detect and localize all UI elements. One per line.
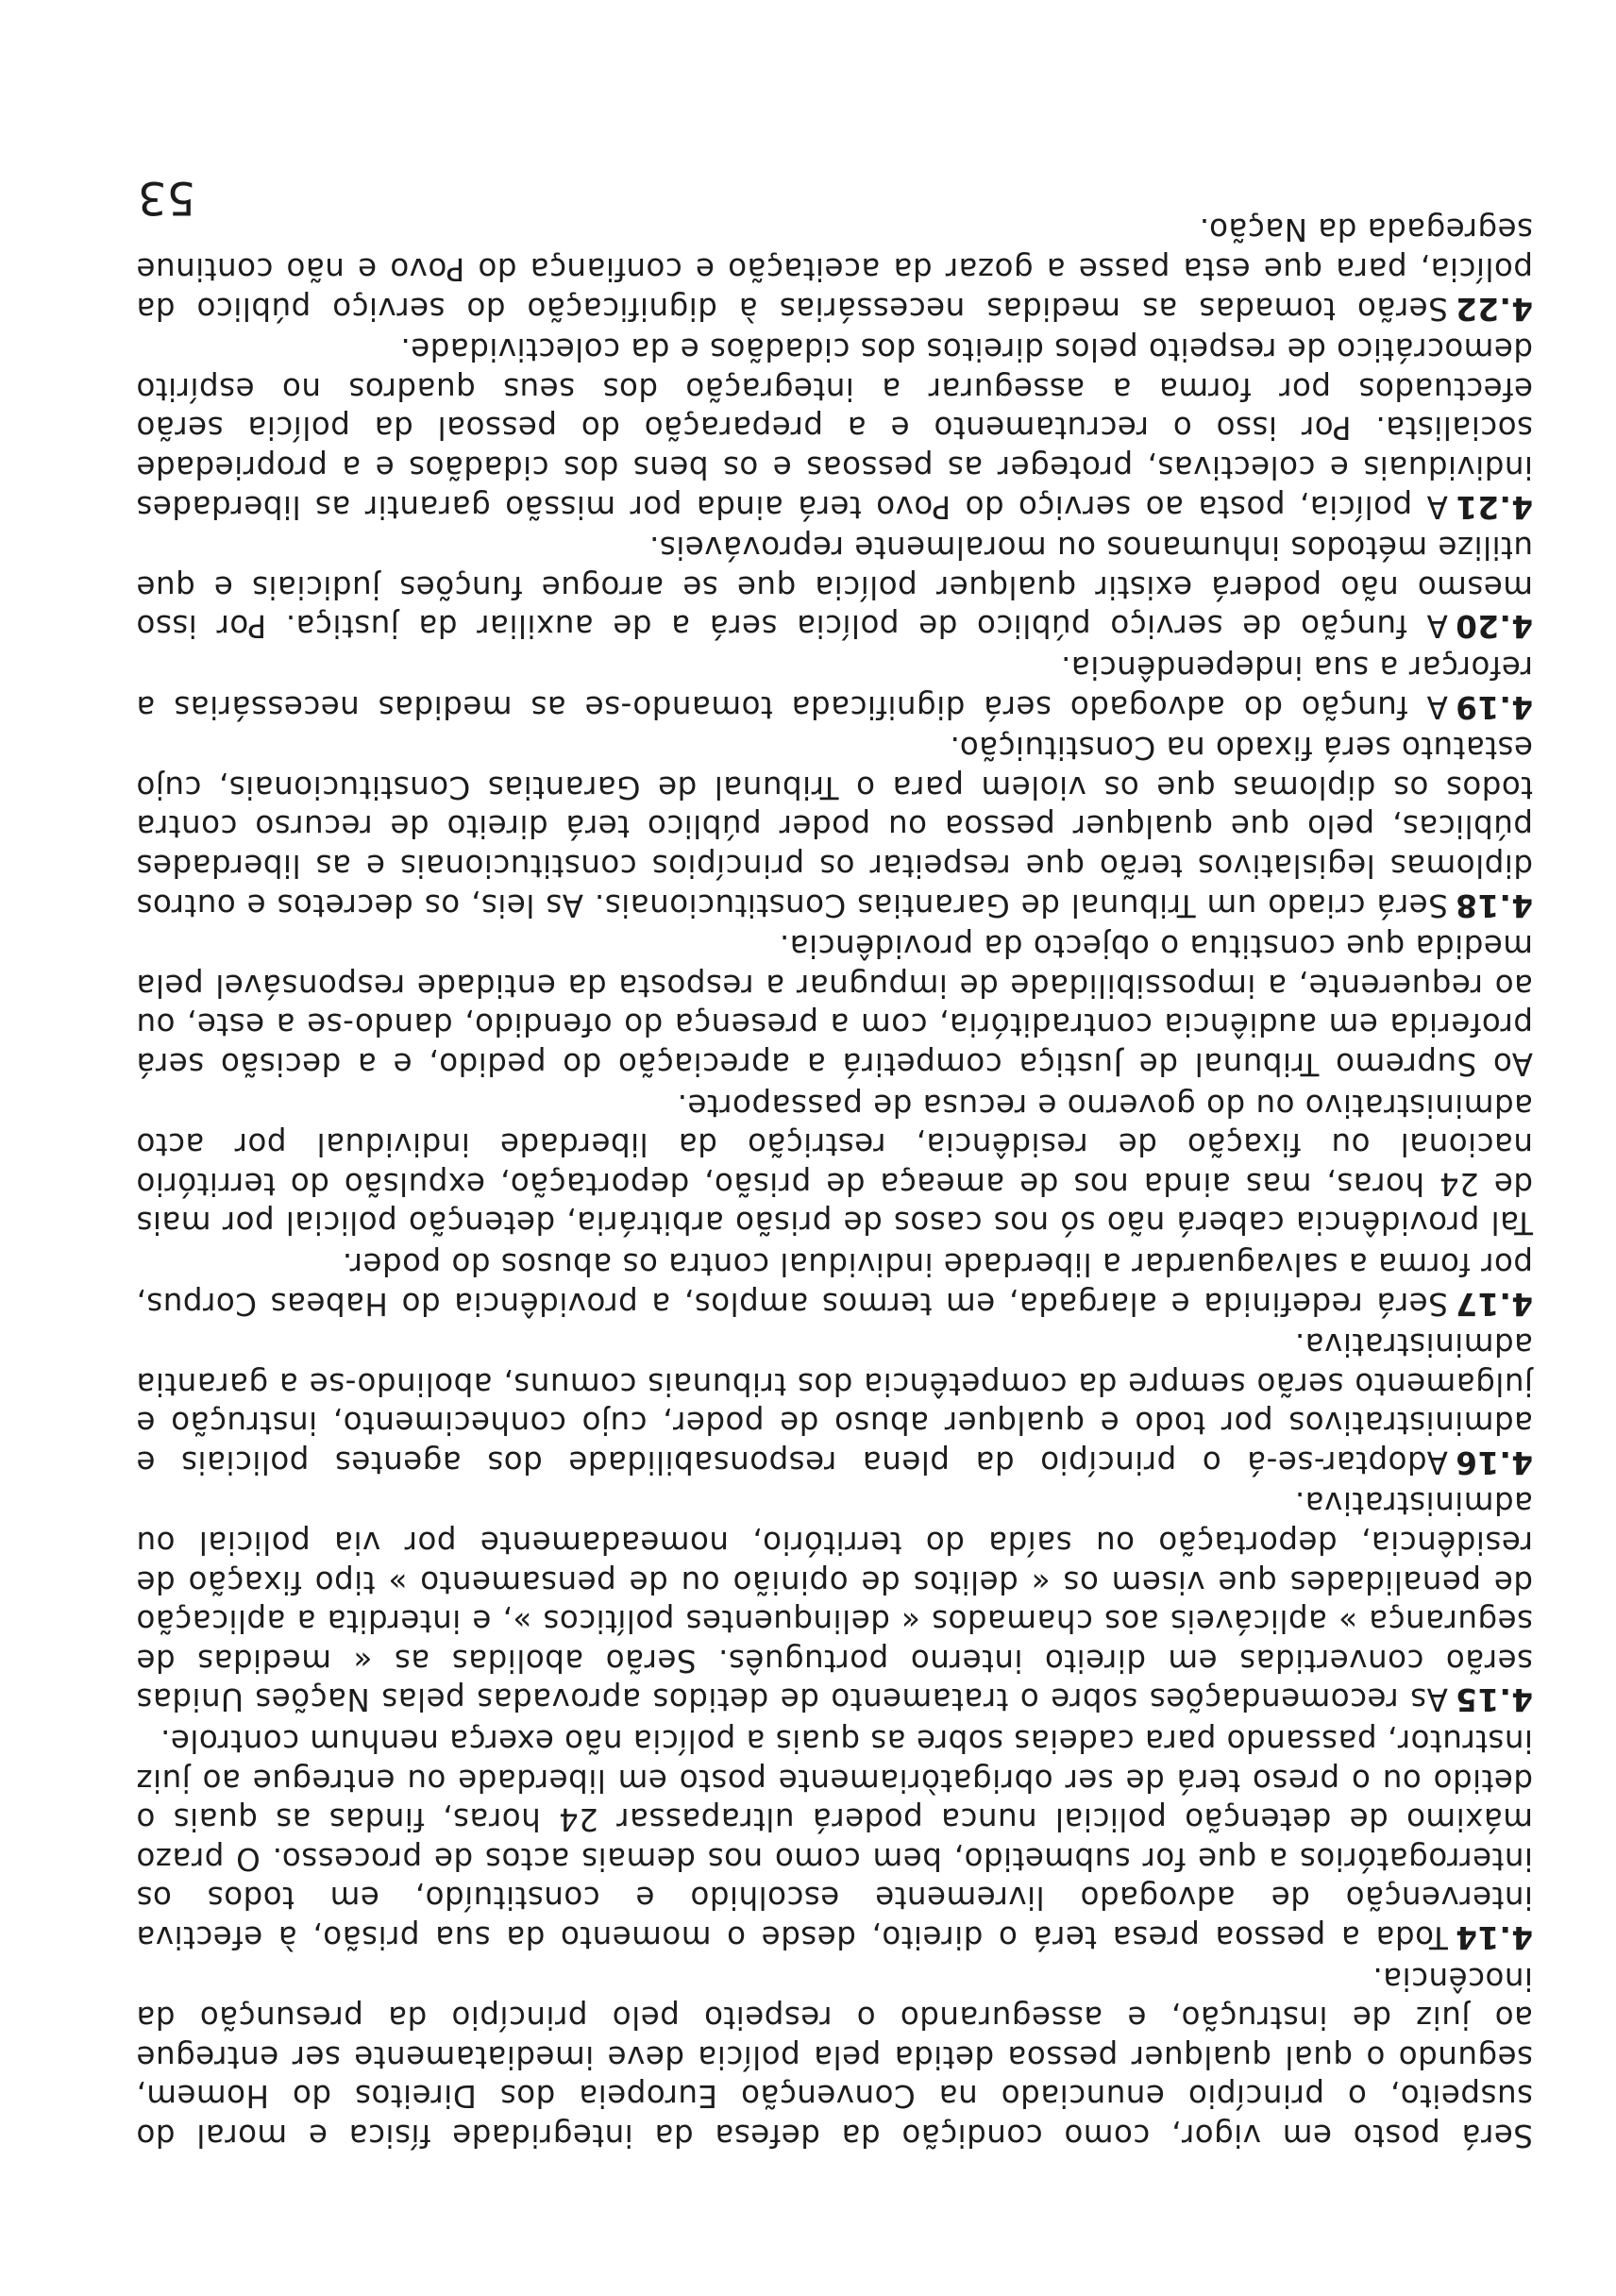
paragraph <box>136 1243 1533 1322</box>
paragraph-text: Será redefinida e alargada, em termos amplos, a providência do Habeas Corpus, por forma a salvaguardar a liberdade individual contra os abusos do poder. <box>136 1245 1533 1322</box>
paragraph-text: A função do advogado será dignificada tomando-se as medidas necessárias a reforçar a sua independência. <box>136 650 1533 725</box>
section-number: 4.16 <box>1455 1443 1533 1480</box>
paragraph-text: Adoptar-se-á o princípio da plena responsabilidade dos agentes policiais e administrativos por todo e qualquer abuso de poder, cujo conhecimento, instrução e julgamento serão sempre da competência dos tribunais comuns, abolindo-se a garantia administrativa. <box>136 1326 1533 1480</box>
paragraph-text: Serão tomadas as medidas necessárias à dignificação do serviço público da polícia, para que esta passe a gozar da aceitação e confiança do Povo e não continue segregada da Nação. <box>136 211 1533 327</box>
paragraph-text: Ao Supremo Tribunal de Justiça competirá a apreciação do pedido, e a decisão será proferida em audiência contraditória, com a presença do ofendido, dando-se a este, ou ao requerente, a impossibilidade de impugnar a resposta da entidade responsável pela medida que constitua o objecto da providência. <box>136 928 1533 1082</box>
section-number: 4.20 <box>1455 608 1533 645</box>
paragraph-text: A função de serviço público de polícia será a de auxiliar da justiça. Por isso mesmo não poderá existir qualquer polícia que se arrogue funções judiciais e que utilize métodos inhumanos ou moralmente reprováveis. <box>136 530 1533 645</box>
paragraph <box>136 1325 1533 1481</box>
paragraph-text: Será criado um Tribunal de Garantias Constitucionais. As leis, os decretos e outros diplomas legislativos terão que respeitar os princípios constitucionais e as liberdades públicas, pelo que qualquer pessoa ou poder público terá direito de recurso contra todos os diplomas que os violem para o Tribunal de Garantias Constitucionais, cujo estatuto será fixado na Constituição. <box>136 730 1533 923</box>
page-number: 53 <box>137 171 195 224</box>
paragraph-text: As recomendações sobre o tratamento de detidos aprovadas pelas Nações Unidas serão convertidas em direito interno português. Serão abolidas as « medidas de segurança » aplicáveis aos chamados « delinquentes políticos », e interdita a aplicação de penalidades que visem os « delitos de opinião ou de pensamento » tipo fixação de residência, deportação ou saída do território, nomeadamente por via policial ou administrativa. <box>136 1485 1533 1718</box>
section-number: 4.18 <box>1455 886 1533 923</box>
paragraph <box>136 329 1533 526</box>
paragraph-text: Tal providência caberá não só nos casos de prisão arbitrária, detenção policial por mais de 24 horas, mas ainda nos de ameaça de prisão, deportação, expulsão do território nacional ou fixação de residência, restrição da liberdade individual por acto administrativo ou do governo e recusa de passaporte. <box>136 1087 1533 1241</box>
paragraph-text: Será posto em vigor, como condição da defesa da integridade física e moral do suspeito, o princípio enunciado na Convenção Europeia dos Direitos do Homem, segundo o qual qualquer pessoa detida pela polícia deve imediatamente ser entregue ao juiz de instrução, e assegurando o respeito pelo princípio da presunção da inocência. <box>136 1960 1533 2153</box>
section-number: 4.19 <box>1455 688 1533 725</box>
paragraph-text: A polícia, posta ao serviço do Povo terá ainda por missão garantir as liberdades individuais e colectivas, proteger as pessoas e os bens dos cidadãos e a propriedade socialista. Por isso o recrutamento e a preparação do pessoal da polícia serão efectuados por forma a assegurar a integração dos seus quadros no espírito democrático de respeito pelos direitos dos cidadãos e da colectividade. <box>136 331 1533 525</box>
section-number: 4.14 <box>1455 1919 1533 1956</box>
paragraph <box>136 926 1533 1083</box>
paragraph <box>136 210 1533 328</box>
section-number: 4.15 <box>1455 1681 1533 1718</box>
paragraph <box>136 1720 1533 1956</box>
paragraph <box>136 728 1533 924</box>
section-number: 4.17 <box>1455 1285 1533 1322</box>
document-body <box>136 208 1533 2154</box>
paragraph <box>136 528 1533 646</box>
paragraph-text: Toda a pessoa presa terá o direito, desde o momento da sua prisão, à efectiva intervenção de advogado livremente escolhido e constituído, em todos os interrogatórios a que for submetido, bem como nos demais actos de processo. O prazo máximo de detenção policial nunca poderá ultrapassar 24 horas, findas as quais o detido ou o preso terá de ser obrigatòriamente posto em liberdade ou entregue ao juiz instrutor, passando para cadeias sobre as quais a polícia não exerça nenhum controle. <box>136 1723 1533 1956</box>
paragraph <box>136 1085 1533 1241</box>
paragraph <box>136 1483 1533 1719</box>
section-number: 4.22 <box>1455 290 1533 327</box>
paragraph <box>136 647 1533 725</box>
paragraph <box>136 1958 1533 2154</box>
section-number: 4.21 <box>1455 488 1533 525</box>
